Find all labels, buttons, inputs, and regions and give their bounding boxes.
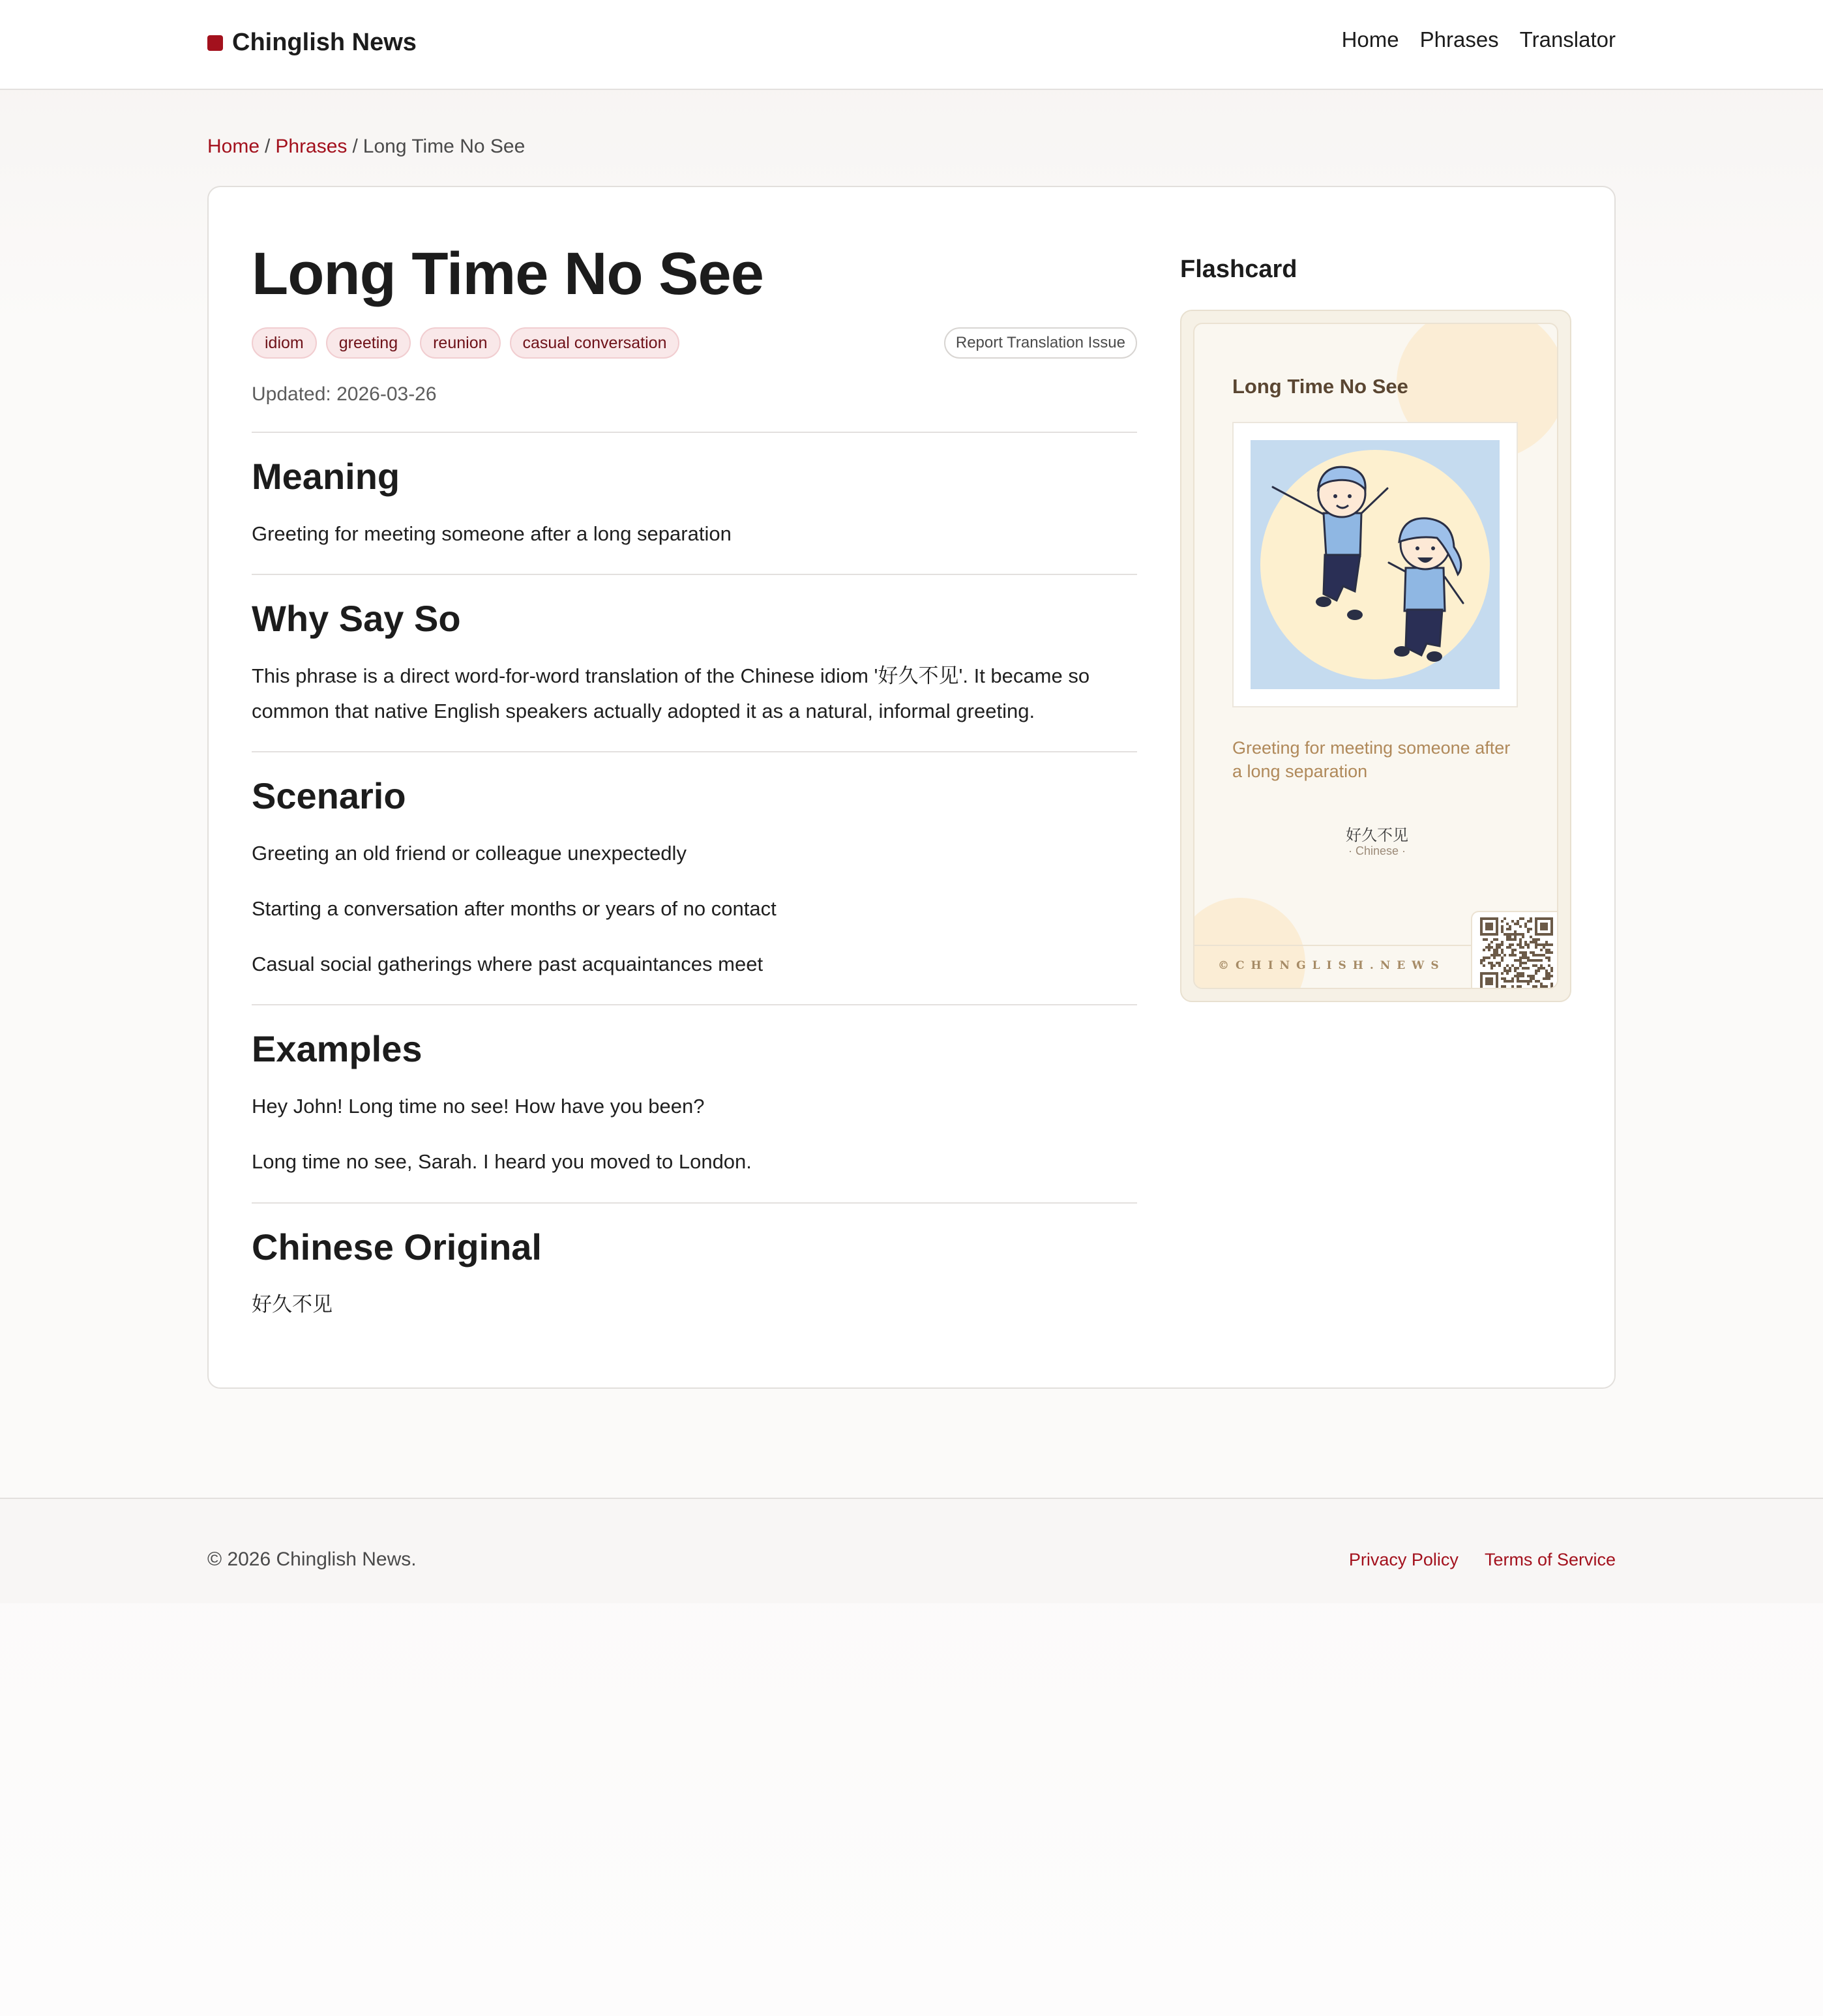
- breadcrumb-separator: /: [352, 136, 358, 157]
- page-title: Long Time No See: [252, 241, 763, 307]
- brand-square-icon: [207, 35, 223, 51]
- nav-phrases[interactable]: Phrases: [1419, 27, 1499, 52]
- flashcard-face: [1193, 323, 1558, 989]
- section-heading: Examples: [252, 1028, 422, 1069]
- breadcrumb: [207, 136, 525, 158]
- footer-links: [1349, 1550, 1616, 1570]
- section-heading: Chinese Original: [252, 1226, 542, 1267]
- two-kids-jumping-illustration: [1251, 440, 1500, 689]
- flashcard-brand: ©CHINGLISH.NEWS: [1218, 959, 1445, 972]
- site-footer: [0, 1498, 1823, 1603]
- nav-home[interactable]: Home: [1341, 27, 1399, 52]
- brand-logo[interactable]: [207, 29, 417, 57]
- section-examples: [252, 1004, 1137, 1204]
- flashcard-chinese: 好久不见: [1346, 827, 1408, 844]
- qr-code-icon: [1471, 911, 1558, 989]
- flashcard-meaning: Greeting for meeting someone after a long separation: [1232, 738, 1511, 781]
- section-heading: Meaning: [252, 456, 400, 497]
- section-heading: Scenario: [252, 775, 406, 816]
- scenario-item: Greeting an old friend or colleague unexpectedly: [252, 842, 687, 865]
- updated-date: Updated: 2026-03-26: [252, 383, 437, 405]
- copyright: © 2026 Chinglish News.: [207, 1549, 417, 1570]
- section-why-say-so: [252, 574, 1137, 752]
- scenario-item: Starting a conversation after months or years of no contact: [252, 897, 777, 920]
- privacy-policy-link[interactable]: Privacy Policy: [1348, 1550, 1459, 1569]
- tag-greeting[interactable]: greeting: [326, 327, 411, 359]
- section-chinese-original: [252, 1202, 1137, 1334]
- nav-translator[interactable]: Translator: [1519, 27, 1616, 52]
- decor-blob: [1193, 898, 1305, 989]
- chinese-original-text: 好久不见: [252, 1293, 333, 1316]
- example-item: Hey John! Long time no see! How have you been?: [252, 1095, 705, 1118]
- section-heading: Why Say So: [252, 598, 461, 639]
- example-item: Long time no see, Sarah. I heard you moved to London.: [252, 1150, 752, 1173]
- section-meaning: [252, 432, 1137, 575]
- report-translation-button[interactable]: Report Translation Issue: [944, 327, 1137, 359]
- breadcrumb-home[interactable]: Home: [207, 136, 260, 157]
- tag-list: [252, 327, 679, 359]
- tag-idiom[interactable]: idiom: [252, 327, 317, 359]
- flashcard[interactable]: [1180, 310, 1571, 1002]
- flashcard-chinese-label: · Chinese ·: [1348, 844, 1406, 857]
- why-text: This phrase is a direct word-for-word translation of the Chinese idiom '好久不见'. It became so common that native English speakers actually adopted it as a natural, informal greeting.: [252, 664, 1090, 722]
- tag-reunion[interactable]: reunion: [420, 327, 500, 359]
- meaning-text: Greeting for meeting someone after a long separation: [252, 522, 732, 545]
- breadcrumb-current: Long Time No See: [363, 136, 526, 157]
- phrase-main: [252, 241, 1137, 405]
- scenario-item: Casual social gatherings where past acquaintances meet: [252, 953, 763, 975]
- terms-of-service-link[interactable]: Terms of Service: [1484, 1550, 1616, 1569]
- main-nav: [1342, 27, 1616, 52]
- flashcard-heading: Flashcard: [1180, 256, 1297, 283]
- divider: [1194, 945, 1472, 946]
- flashcard-image-frame: [1232, 422, 1518, 707]
- breadcrumb-separator: /: [265, 136, 271, 157]
- breadcrumb-phrases[interactable]: Phrases: [275, 136, 348, 157]
- flashcard-title: Long Time No See: [1232, 375, 1408, 398]
- brand-name: Chinglish News: [232, 29, 417, 56]
- section-scenario: [252, 751, 1137, 1005]
- tag-casual-conversation[interactable]: casual conversation: [510, 327, 680, 359]
- site-header: [0, 0, 1823, 90]
